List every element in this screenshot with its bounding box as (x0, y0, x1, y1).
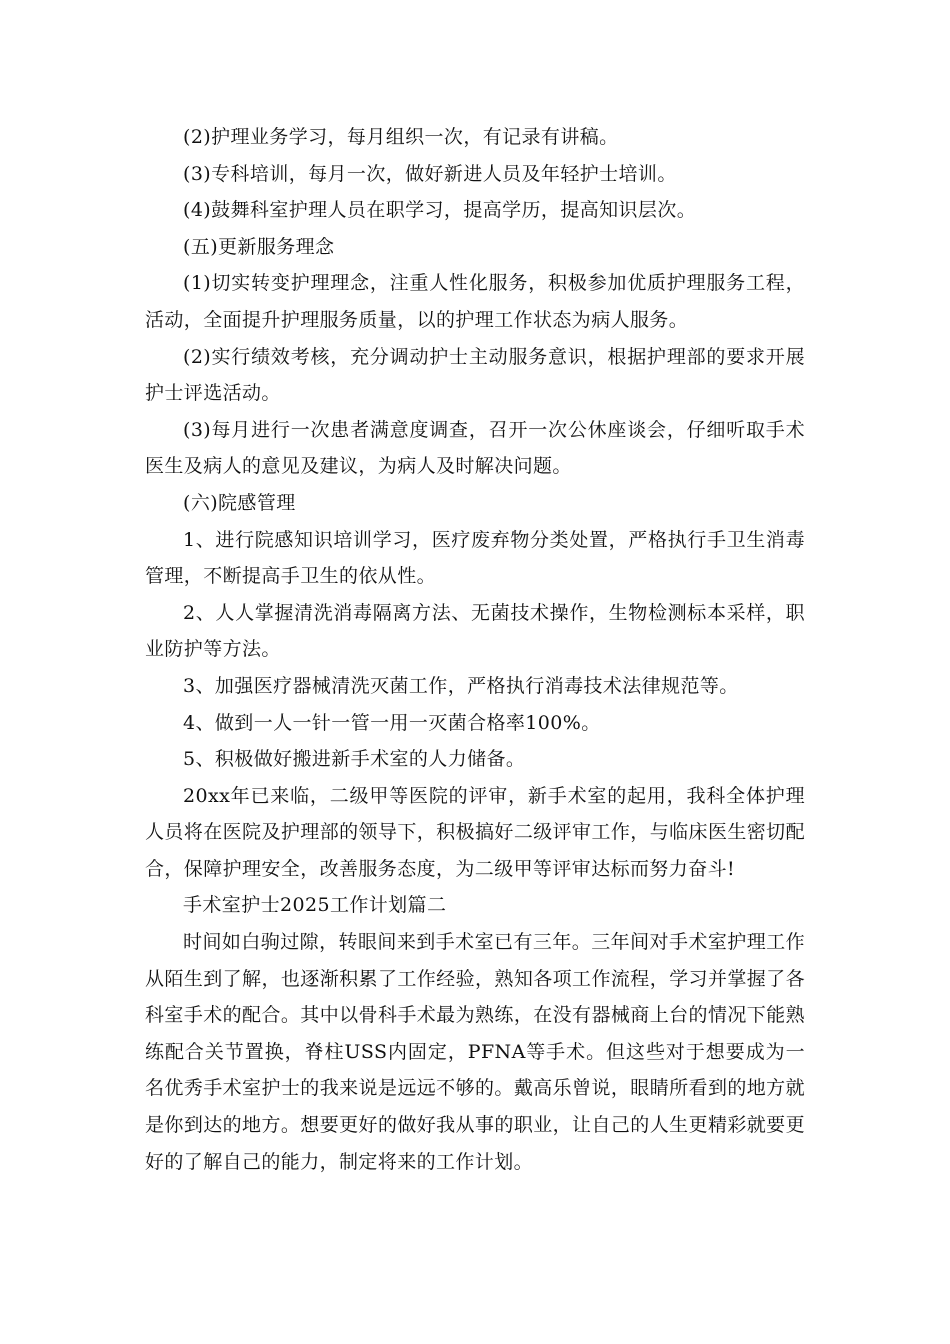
section-heading-5: (五)更新服务理念 (183, 235, 335, 258)
section-heading-6: (六)院感管理 (183, 491, 296, 514)
paragraph-6: (3)每月进行一次患者满意度调查，召开一次公休座谈会，仔细听取手术医生及病人的意见及建议，为病人及时解决问题。 (145, 418, 805, 478)
paragraph-5: (2)实行绩效考核，充分调动护士主动服务意识，根据护理部的要求开展护士评选活动。 (145, 345, 805, 405)
paragraph-1: (2)护理业务学习，每月组织一次，有记录有讲稿。 (183, 126, 619, 148)
article-title-part-two: 手术室护士2025工作计划篇二 (183, 894, 447, 917)
paragraph-11: 5、积极做好搬进新手术室的人力储备。 (183, 748, 526, 771)
paragraph-10: 4、做到一人一针一管一用一灭菌合格率100%。 (183, 711, 601, 734)
paragraph-7: 1、进行院感知识培训学习，医疗废弃物分类处置，严格执行手卫生消毒管理，不断提高手卫生的依从性。 (145, 528, 805, 588)
document-body (145, 119, 805, 1180)
paragraph-2: (3)专科培训，每月一次，做好新进人员及年轻护士培训。 (183, 162, 677, 185)
paragraph-12: 20xx年已来临，二级甲等医院的评审，新手术室的起用，我科全体护理人员将在医院及护理部的领导下，积极搞好二级评审工作，与临床医生密切配合，保障护理安全，改善服务态度，为二级甲等评审达标而努力奋斗! (145, 784, 805, 880)
paragraph-13: 时间如白驹过隙，转眼间来到手术室已有三年。三年间对手术室护理工作从陌生到了解，也逐渐积累了工作经验，熟知各项工作流程，学习并掌握了各科室手术的配合。其中以骨科手术最为熟练，在没有器械商上台的情况下能熟练配合关节置换，脊柱USS内固定，PFNA等手术。但这些对于想要成为一名优秀手术室护士的我来说是远远不够的。戴高乐曾说，眼睛所看到的地方就是你到达的地方。想要更好的做好我从事的职业，让自己的人生更精彩就要更好的了解自己的能力，制定将来的工作计划。 (145, 931, 805, 1173)
paragraph-3: (4)鼓舞科室护理人员在职学习，提高学历，提高知识层次。 (183, 199, 697, 222)
paragraph-8: 2、人人掌握清洗消毒隔离方法、无菌技术操作，生物检测标本采样，职业防护等方法。 (145, 601, 805, 661)
paragraph-9: 3、加强医疗器械清洗灭菌工作，严格执行消毒技术法律规范等。 (183, 674, 739, 697)
paragraph-4: (1)切实转变护理理念，注重人性化服务，积极参加优质护理服务工程，活动，全面提升护理服务质量，以的护理工作状态为病人服务。 (145, 272, 805, 331)
